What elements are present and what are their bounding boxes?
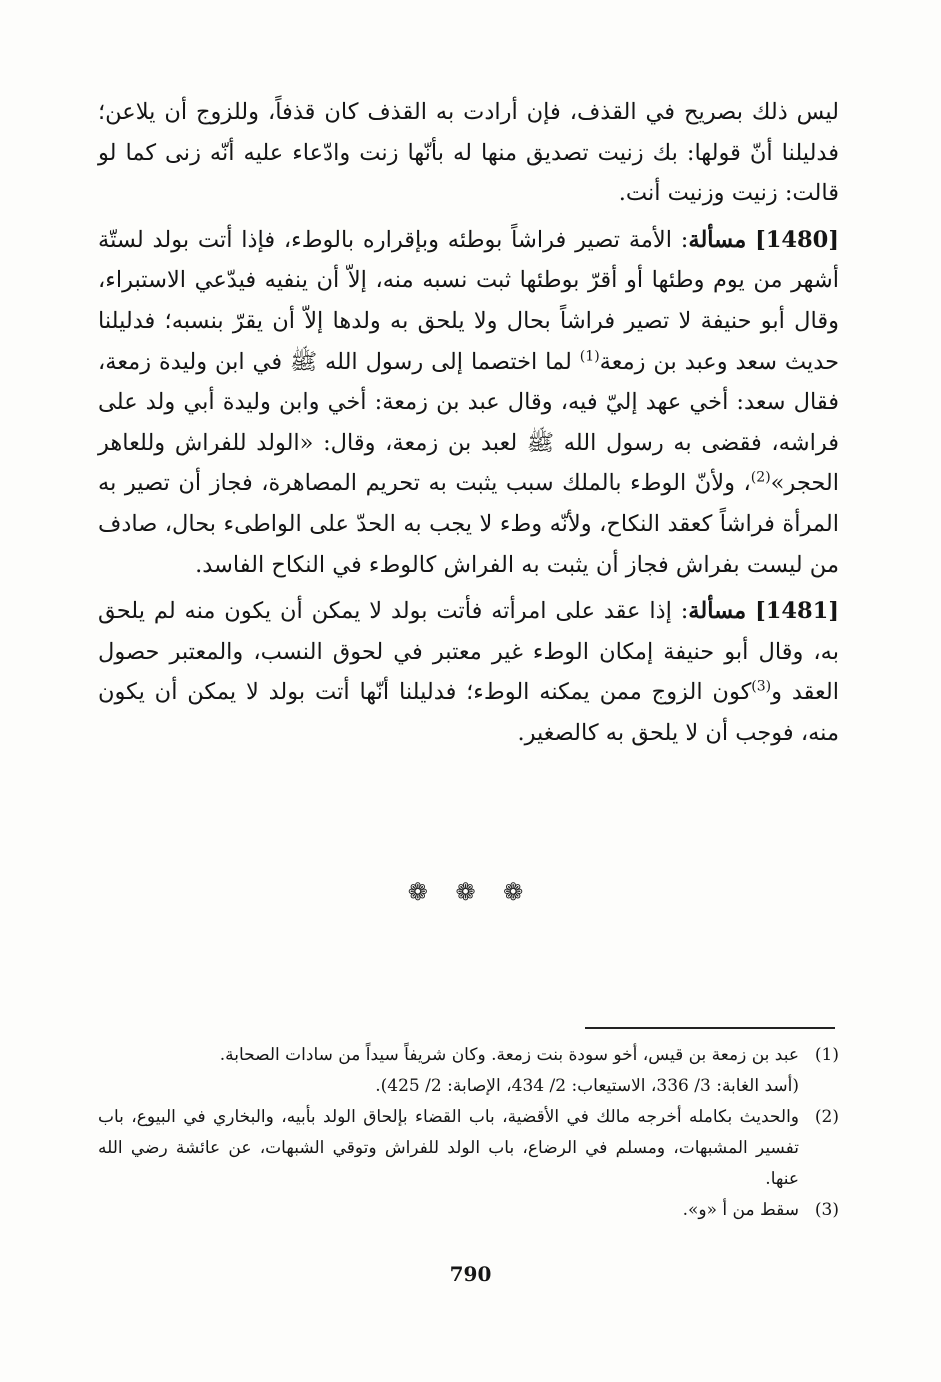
footnote-1 xyxy=(98,1040,839,1102)
footnote-2 xyxy=(98,1102,839,1195)
paragraph-continuation xyxy=(98,92,839,214)
footnote-number: (1) xyxy=(814,1045,839,1065)
footnote-number: (3) xyxy=(814,1200,839,1220)
paragraph-text: : الأمة تصير فراشاً بوطئه وبإقراره بالوطء، فإذا أتت بولد لستّة أشهر من يوم وطئها أو أقرّ بوطئها ثبت نسبه منه، إلاّ أن ينفيه فيدّعي الاستبراء، وقال أبو حنيفة لا تصير فراشاً بحال ولا يلحق به ولدها إلاّ أن يقرّ بنسبه؛ فدليلنا حديث سعد وعبد بن زمعة xyxy=(98,226,839,375)
footnote-ref-3[interactable]: (3) xyxy=(751,678,772,695)
issue-number: [1480] xyxy=(755,226,839,253)
paragraph-text: لما اختصما إلى رسول الله ﷺ في ابن وليدة زمعة، فقال سعد: أخي عهد إليّ فيه، وقال عبد بن زمعة: أخي وابن وليدة أبي ولد على فراشه، فقضى به رسول الله ﷺ لعبد بن زمعة، وقال: «الولد للفراش وللعاهر الحجر» xyxy=(98,348,839,497)
footnote-body xyxy=(98,1195,799,1226)
paragraph-text: : إذا عقد على امرأته فأتت بولد لا يمكن أن يكون منه لم يلحق به، وقال أبو حنيفة إمكان الوطء غير معتبر في لحوق النسب، والمعتبر حصول العقد و xyxy=(98,598,839,706)
footnote-number: (2) xyxy=(814,1107,839,1127)
paragraph-issue-1480 xyxy=(98,220,839,585)
issue-label: مسألة xyxy=(688,226,747,253)
footnote-body xyxy=(98,1102,799,1195)
paragraph-text: كون الزوج ممن يمكنه الوطء؛ فدليلنا أنّها أتت بولد لا يمكن أن يكون منه، فوجب أن لا يلحق به كالصغير. xyxy=(98,679,839,746)
main-text xyxy=(98,92,839,754)
issue-number: [1481] xyxy=(755,598,839,625)
footnote-ref-1[interactable]: (1) xyxy=(579,348,600,365)
footnote-line: (أسد الغابة: 3/ 336، الاستيعاب: 2/ 434، الإصابة: 2/ 425). xyxy=(375,1076,799,1096)
paragraph-text: ، ولأنّ الوطء بالملك سبب يثبت به تحريم المصاهرة، فجاز أن تصير به المرأة فراشاً كعقد النكاح، ولأنّه وطء لا يجب به الحدّ على الواطىء بحال، صادف من ليست بفراش فجاز أن يثبت به الفراش كالوطء في النكاح الفاسد. xyxy=(98,470,839,578)
footnote-ref-2[interactable]: (2) xyxy=(750,469,771,486)
page-number: 790 xyxy=(449,1262,492,1286)
issue-label: مسألة xyxy=(688,598,747,625)
section-separator-ornament: ❁ ❁ ❁ xyxy=(407,878,534,906)
footnote-body xyxy=(98,1040,799,1102)
footnote-divider xyxy=(585,1027,835,1029)
footnote-3 xyxy=(98,1195,839,1226)
paragraph-text: ليس ذلك بصريح في القذف، فإن أرادت به القذف كان قذفاً، وللزوج أن يلاعن؛ فدليلنا أنّ قولها: بك زنيت تصديق منها له بأنّها زنت وادّعاء عليه أنّه زنى كما لو قالت: زنيت وزنيت أنت. xyxy=(98,99,839,207)
footnote-line: سقط من أ «و». xyxy=(682,1200,799,1220)
footnote-line: عبد بن زمعة بن قيس، أخو سودة بنت زمعة. وكان شريفاً سيداً من سادات الصحابة. xyxy=(219,1045,799,1065)
paragraph-issue-1481 xyxy=(98,591,839,753)
footnotes xyxy=(98,1040,839,1226)
footnote-line: والحديث بكامله أخرجه مالك في الأقضية، باب القضاء بإلحاق الولد بأبيه، والبخاري في البيوع، باب تفسير المشبهات، ومسلم في الرضاع، باب الولد للفراش وتوقي الشبهات، عن عائشة رضي الله عنها. xyxy=(98,1107,799,1189)
